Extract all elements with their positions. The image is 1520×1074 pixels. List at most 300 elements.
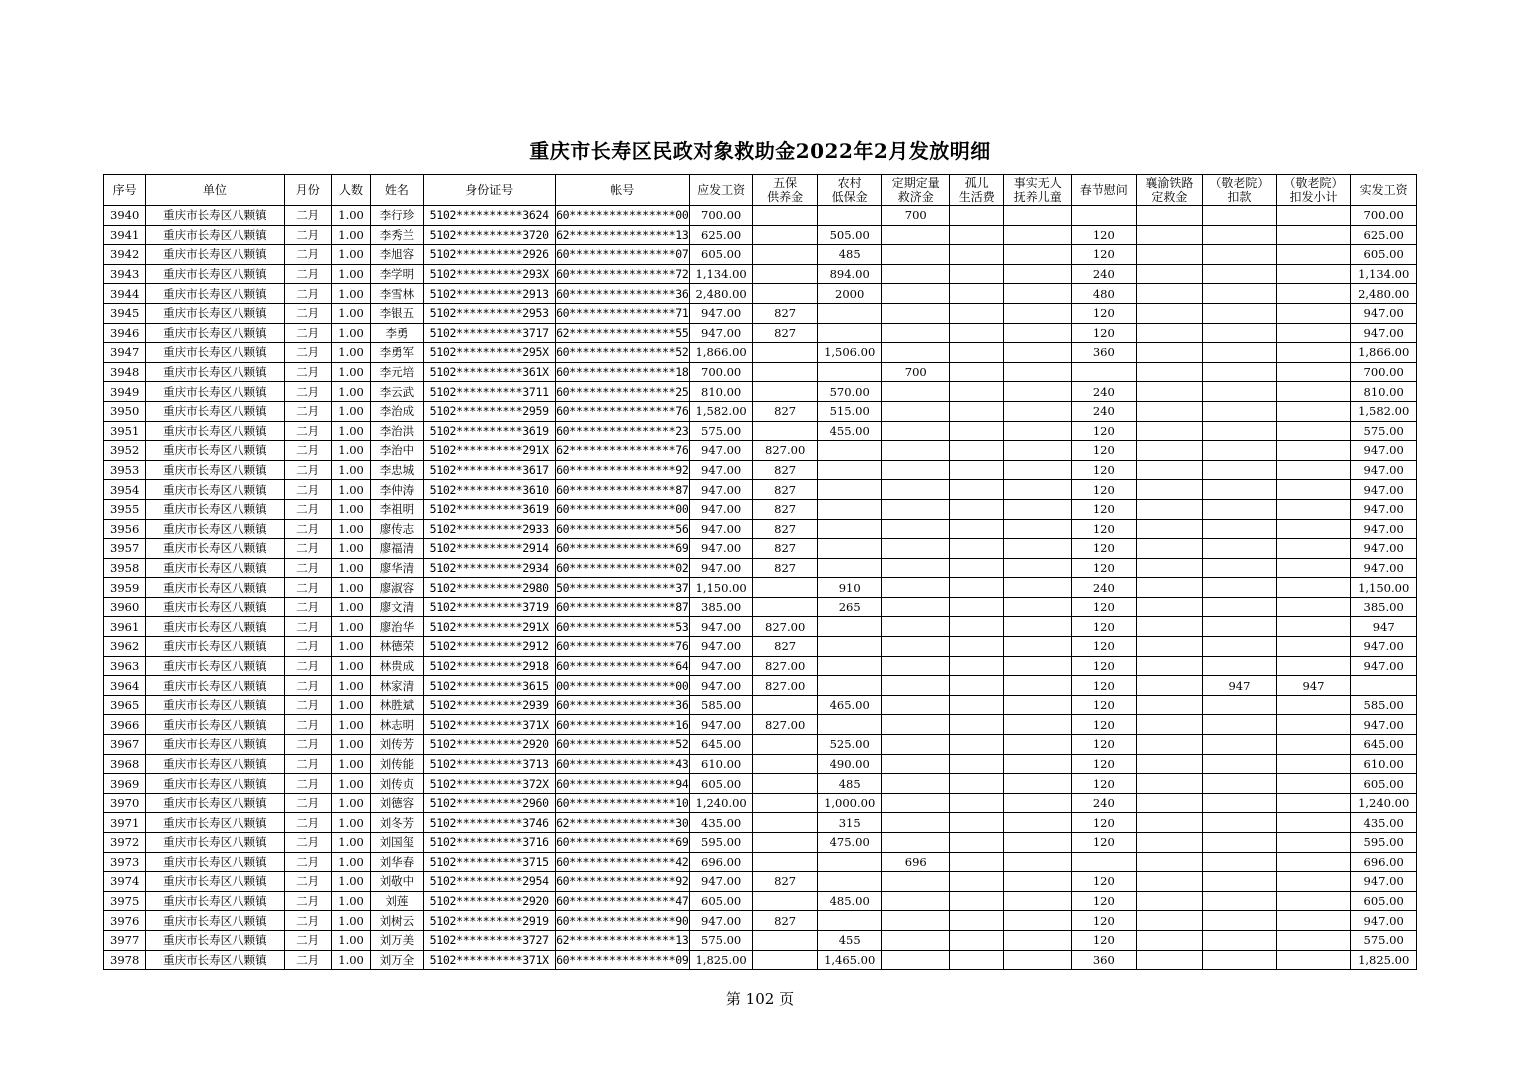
table-cell: 827.00 <box>753 441 818 461</box>
table-cell <box>753 950 818 970</box>
table-cell <box>1276 774 1351 794</box>
table-cell <box>1004 911 1072 931</box>
column-header-text: 五保 <box>773 176 798 190</box>
table-cell: 重庆市长寿区八颗镇 <box>146 558 284 578</box>
table-cell: 120 <box>1072 617 1137 637</box>
table-cell <box>817 303 882 323</box>
table-cell <box>950 558 1004 578</box>
column-header-text: 春节慰问 <box>1079 183 1128 197</box>
table-cell: 重庆市长寿区八颗镇 <box>146 441 284 461</box>
table-row <box>104 656 1417 676</box>
table-cell: 3977 <box>104 930 146 950</box>
table-row <box>104 637 1417 657</box>
table-cell <box>1136 421 1203 441</box>
table-cell: 5102**********2933 <box>423 519 555 539</box>
table-cell <box>1276 813 1351 833</box>
table-cell: 60****************09 <box>555 950 689 970</box>
table-cell: 120 <box>1072 637 1137 657</box>
table-cell <box>1136 735 1203 755</box>
table-cell <box>753 774 818 794</box>
table-cell <box>1136 323 1203 343</box>
column-header <box>284 175 331 206</box>
table-cell: 50****************37 <box>555 578 689 598</box>
column-header <box>1004 175 1072 206</box>
table-cell <box>1004 930 1072 950</box>
table-cell <box>1136 343 1203 363</box>
table-cell: 二月 <box>284 245 331 265</box>
table-cell: 1.00 <box>331 891 370 911</box>
table-cell: 刘冬芳 <box>371 813 423 833</box>
table-row <box>104 519 1417 539</box>
table-cell: 947 <box>1203 676 1277 696</box>
table-cell: 二月 <box>284 382 331 402</box>
table-cell: 重庆市长寿区八颗镇 <box>146 852 284 872</box>
table-cell <box>1004 597 1072 617</box>
table-cell <box>1136 754 1203 774</box>
table-cell <box>950 421 1004 441</box>
table-cell: 455 <box>817 930 882 950</box>
column-header <box>104 175 146 206</box>
table-cell <box>1203 382 1277 402</box>
column-header-text: （敬老院） <box>1209 176 1270 190</box>
table-cell: 5102**********3711 <box>423 382 555 402</box>
table-cell: 二月 <box>284 774 331 794</box>
column-header-text: 供养金 <box>767 190 804 204</box>
table-row <box>104 930 1417 950</box>
table-row <box>104 499 1417 519</box>
table-cell: 5102**********3715 <box>423 852 555 872</box>
table-cell: 重庆市长寿区八颗镇 <box>146 245 284 265</box>
table-cell: 1,582.00 <box>1351 401 1417 421</box>
table-cell: 1.00 <box>331 872 370 892</box>
table-cell: 505.00 <box>817 225 882 245</box>
table-cell <box>1136 930 1203 950</box>
table-cell <box>882 421 950 441</box>
table-cell: 3955 <box>104 499 146 519</box>
table-cell: 5102**********2939 <box>423 695 555 715</box>
table-cell: 刘国玺 <box>371 833 423 853</box>
table-cell <box>1004 362 1072 382</box>
table-cell <box>817 323 882 343</box>
table-cell: 120 <box>1072 460 1137 480</box>
table-cell: 810.00 <box>689 382 753 402</box>
table-cell: 3953 <box>104 460 146 480</box>
table-cell <box>1136 617 1203 637</box>
table-cell <box>817 872 882 892</box>
table-cell <box>1203 872 1277 892</box>
table-cell: 重庆市长寿区八颗镇 <box>146 421 284 441</box>
table-cell <box>1004 519 1072 539</box>
table-cell: 120 <box>1072 911 1137 931</box>
table-cell <box>1136 793 1203 813</box>
table-cell: 重庆市长寿区八颗镇 <box>146 637 284 657</box>
table-cell: 120 <box>1072 421 1137 441</box>
table-cell <box>950 225 1004 245</box>
table-cell: 1.00 <box>331 774 370 794</box>
table-cell: 5102**********2920 <box>423 891 555 911</box>
table-cell: 60****************64 <box>555 656 689 676</box>
table-row <box>104 284 1417 304</box>
table-cell: 1.00 <box>331 539 370 559</box>
table-row <box>104 852 1417 872</box>
table-cell <box>1004 441 1072 461</box>
table-cell: 重庆市长寿区八颗镇 <box>146 480 284 500</box>
table-cell: 1,825.00 <box>689 950 753 970</box>
table-cell <box>1136 519 1203 539</box>
column-header <box>331 175 370 206</box>
table-cell <box>1203 911 1277 931</box>
table-cell: 2,480.00 <box>689 284 753 304</box>
table-cell: 二月 <box>284 637 331 657</box>
table-cell <box>882 597 950 617</box>
table-cell <box>1004 343 1072 363</box>
table-row <box>104 382 1417 402</box>
table-cell <box>817 715 882 735</box>
table-cell <box>1203 441 1277 461</box>
column-header-text: 序号 <box>112 183 137 197</box>
table-cell <box>950 950 1004 970</box>
table-cell <box>1004 460 1072 480</box>
table-cell: 1.00 <box>331 558 370 578</box>
table-cell <box>950 401 1004 421</box>
table-cell: 120 <box>1072 872 1137 892</box>
table-cell: 827.00 <box>753 656 818 676</box>
table-cell: 120 <box>1072 480 1137 500</box>
table-cell: 810.00 <box>1351 382 1417 402</box>
table-cell: 1.00 <box>331 441 370 461</box>
table-row <box>104 225 1417 245</box>
table-row <box>104 245 1417 265</box>
table-cell <box>753 833 818 853</box>
table-cell <box>1276 362 1351 382</box>
table-cell: 605.00 <box>1351 774 1417 794</box>
column-header-text: （敬老院） <box>1283 176 1344 190</box>
table-cell: 1.00 <box>331 676 370 696</box>
table-row <box>104 911 1417 931</box>
table-cell: 62****************55 <box>555 323 689 343</box>
table-cell <box>1276 852 1351 872</box>
table-cell <box>817 460 882 480</box>
table-cell: 重庆市长寿区八颗镇 <box>146 362 284 382</box>
table-cell: 60****************25 <box>555 382 689 402</box>
table-cell: 947.00 <box>1351 637 1417 657</box>
table-cell: 3962 <box>104 637 146 657</box>
column-header <box>1276 175 1351 206</box>
table-cell: 947.00 <box>689 460 753 480</box>
table-cell: 3949 <box>104 382 146 402</box>
table-cell <box>1276 872 1351 892</box>
table-cell <box>1004 480 1072 500</box>
column-header-text: 应发工资 <box>697 183 746 197</box>
table-cell <box>950 480 1004 500</box>
table-cell: 2,480.00 <box>1351 284 1417 304</box>
table-cell <box>1004 637 1072 657</box>
table-cell <box>1276 695 1351 715</box>
table-cell: 5102**********3713 <box>423 754 555 774</box>
table-cell: 3970 <box>104 793 146 813</box>
table-cell <box>882 480 950 500</box>
table-cell <box>1072 206 1137 226</box>
table-row <box>104 833 1417 853</box>
table-cell <box>1351 676 1417 696</box>
table-row <box>104 617 1417 637</box>
table-cell <box>950 597 1004 617</box>
table-cell <box>1136 206 1203 226</box>
table-cell <box>1136 891 1203 911</box>
column-header-text: 单位 <box>202 183 227 197</box>
table-cell: 二月 <box>284 735 331 755</box>
table-cell: 645.00 <box>689 735 753 755</box>
table-cell <box>753 264 818 284</box>
table-cell: 5102**********2920 <box>423 735 555 755</box>
table-cell <box>753 382 818 402</box>
table-cell: 947.00 <box>689 480 753 500</box>
table-cell <box>1004 793 1072 813</box>
table-cell: 二月 <box>284 578 331 598</box>
table-cell: 240 <box>1072 264 1137 284</box>
table-cell: 重庆市长寿区八颗镇 <box>146 460 284 480</box>
table-cell: 二月 <box>284 323 331 343</box>
table-cell: 3976 <box>104 911 146 931</box>
table-cell <box>950 578 1004 598</box>
table-cell: 595.00 <box>1351 833 1417 853</box>
table-cell <box>950 264 1004 284</box>
table-cell: 120 <box>1072 323 1137 343</box>
table-row <box>104 793 1417 813</box>
table-cell <box>1004 715 1072 735</box>
table-cell: 5102**********2954 <box>423 872 555 892</box>
table-cell: 3969 <box>104 774 146 794</box>
table-cell <box>1004 382 1072 402</box>
table-cell: 827 <box>753 519 818 539</box>
table-cell: 重庆市长寿区八颗镇 <box>146 225 284 245</box>
table-cell <box>1276 578 1351 598</box>
column-header <box>689 175 753 206</box>
table-cell: 3963 <box>104 656 146 676</box>
table-cell: 李仲涛 <box>371 480 423 500</box>
table-cell <box>1072 362 1137 382</box>
column-header-text: 生活费 <box>958 190 995 204</box>
table-cell: 李元培 <box>371 362 423 382</box>
table-cell: 00****************00 <box>555 676 689 696</box>
table-cell <box>950 323 1004 343</box>
table-cell: 5102**********2960 <box>423 793 555 813</box>
column-header <box>371 175 423 206</box>
table-cell: 947.00 <box>1351 499 1417 519</box>
table-cell <box>1136 264 1203 284</box>
table-cell <box>753 930 818 950</box>
table-cell: 二月 <box>284 676 331 696</box>
table-cell: 重庆市长寿区八颗镇 <box>146 656 284 676</box>
table-cell: 5102**********3720 <box>423 225 555 245</box>
table-cell: 585.00 <box>689 695 753 715</box>
table-cell: 120 <box>1072 597 1137 617</box>
table-cell: 5102**********3619 <box>423 499 555 519</box>
table-cell: 1.00 <box>331 264 370 284</box>
table-cell: 947.00 <box>1351 715 1417 735</box>
table-cell <box>950 911 1004 931</box>
table-cell: 120 <box>1072 891 1137 911</box>
column-header-text: 扣发小计 <box>1289 190 1338 204</box>
table-cell <box>817 206 882 226</box>
table-cell <box>817 656 882 676</box>
table-cell <box>753 735 818 755</box>
table-cell <box>1004 676 1072 696</box>
table-cell <box>1276 480 1351 500</box>
table-cell: 120 <box>1072 303 1137 323</box>
table-cell: 1.00 <box>331 382 370 402</box>
table-cell: 947.00 <box>689 539 753 559</box>
table-cell: 947.00 <box>1351 872 1417 892</box>
table-cell <box>1203 578 1277 598</box>
table-cell: 120 <box>1072 225 1137 245</box>
table-cell: 120 <box>1072 656 1137 676</box>
table-cell <box>1136 499 1203 519</box>
table-cell: 二月 <box>284 656 331 676</box>
table-cell: 廖福清 <box>371 539 423 559</box>
table-cell: 60****************71 <box>555 303 689 323</box>
table-cell <box>882 558 950 578</box>
table-cell: 3973 <box>104 852 146 872</box>
table-cell: 60****************92 <box>555 460 689 480</box>
table-cell <box>882 519 950 539</box>
table-cell: 60****************52 <box>555 735 689 755</box>
table-cell: 3954 <box>104 480 146 500</box>
table-cell <box>1136 774 1203 794</box>
table-cell: 3940 <box>104 206 146 226</box>
table-cell: 重庆市长寿区八颗镇 <box>146 911 284 931</box>
table-cell: 700 <box>882 362 950 382</box>
table-cell: 二月 <box>284 264 331 284</box>
table-cell <box>882 793 950 813</box>
table-cell: 385.00 <box>689 597 753 617</box>
table-cell: 3956 <box>104 519 146 539</box>
table-cell: 1.00 <box>331 225 370 245</box>
table-cell <box>1276 499 1351 519</box>
table-cell <box>1276 245 1351 265</box>
table-cell <box>753 421 818 441</box>
table-cell <box>950 715 1004 735</box>
column-header-text: 扣款 <box>1227 190 1252 204</box>
table-cell: 5102**********3719 <box>423 597 555 617</box>
table-cell <box>1276 284 1351 304</box>
table-cell: 610.00 <box>689 754 753 774</box>
column-header <box>1136 175 1203 206</box>
table-cell: 62****************30 <box>555 813 689 833</box>
table-cell: 827 <box>753 872 818 892</box>
table-cell: 60****************76 <box>555 401 689 421</box>
table-cell: 62****************76 <box>555 441 689 461</box>
table-cell: 3959 <box>104 578 146 598</box>
table-cell: 1.00 <box>331 460 370 480</box>
table-cell: 1.00 <box>331 715 370 735</box>
table-cell: 二月 <box>284 206 331 226</box>
table-cell: 60****************76 <box>555 637 689 657</box>
table-cell <box>882 754 950 774</box>
table-cell: 485 <box>817 245 882 265</box>
table-cell <box>950 891 1004 911</box>
table-cell: 60****************36 <box>555 695 689 715</box>
table-cell <box>753 206 818 226</box>
table-cell: 重庆市长寿区八颗镇 <box>146 872 284 892</box>
table-cell: 5102**********3717 <box>423 323 555 343</box>
table-cell <box>882 617 950 637</box>
table-cell: 二月 <box>284 225 331 245</box>
table-cell: 480 <box>1072 284 1137 304</box>
table-row <box>104 754 1417 774</box>
table-cell <box>950 676 1004 696</box>
column-header <box>1351 175 1417 206</box>
table-cell <box>1203 539 1277 559</box>
table-cell: 60****************07 <box>555 245 689 265</box>
table-cell <box>1004 499 1072 519</box>
table-cell <box>1004 284 1072 304</box>
table-cell <box>1276 891 1351 911</box>
table-cell <box>882 264 950 284</box>
table-cell: 重庆市长寿区八颗镇 <box>146 774 284 794</box>
table-row <box>104 578 1417 598</box>
table-cell <box>882 460 950 480</box>
table-cell: 1.00 <box>331 303 370 323</box>
table-cell <box>1004 401 1072 421</box>
table-cell <box>753 225 818 245</box>
table-cell <box>950 382 1004 402</box>
table-cell: 1.00 <box>331 656 370 676</box>
table-cell: 696.00 <box>689 852 753 872</box>
page-number: 第 102 页 <box>725 990 795 1008</box>
column-header-text: 襄渝铁路 <box>1145 176 1194 190</box>
table-cell: 李勇军 <box>371 343 423 363</box>
table-cell <box>1203 323 1277 343</box>
table-cell: 947.00 <box>689 656 753 676</box>
table-cell: 重庆市长寿区八颗镇 <box>146 793 284 813</box>
table-cell: 120 <box>1072 558 1137 578</box>
table-cell: 605.00 <box>689 774 753 794</box>
table-cell: 575.00 <box>1351 421 1417 441</box>
table-cell <box>1136 715 1203 735</box>
table-cell: 3952 <box>104 441 146 461</box>
table-cell <box>1276 930 1351 950</box>
table-cell: 315 <box>817 813 882 833</box>
table-cell: 827 <box>753 911 818 931</box>
table-cell: 60****************16 <box>555 715 689 735</box>
table-cell: 李勇 <box>371 323 423 343</box>
table-cell: 1,150.00 <box>689 578 753 598</box>
table-cell: 62****************13 <box>555 225 689 245</box>
table-cell: 3943 <box>104 264 146 284</box>
column-header <box>146 175 284 206</box>
table-cell <box>1004 872 1072 892</box>
table-cell: 刘传贞 <box>371 774 423 794</box>
table-cell: 1.00 <box>331 695 370 715</box>
table-cell: 575.00 <box>689 421 753 441</box>
table-cell: 575.00 <box>689 930 753 950</box>
table-cell: 1.00 <box>331 637 370 657</box>
table-cell <box>950 441 1004 461</box>
table-cell: 120 <box>1072 245 1137 265</box>
table-cell <box>1136 695 1203 715</box>
table-cell: 910 <box>817 578 882 598</box>
table-cell: 二月 <box>284 480 331 500</box>
table-cell: 60****************42 <box>555 852 689 872</box>
column-header <box>950 175 1004 206</box>
table-cell: 1.00 <box>331 362 370 382</box>
table-cell <box>882 891 950 911</box>
column-header-text: 孤儿 <box>964 176 989 190</box>
table-cell: 刘华春 <box>371 852 423 872</box>
table-cell: 827 <box>753 499 818 519</box>
table-cell: 827 <box>753 480 818 500</box>
